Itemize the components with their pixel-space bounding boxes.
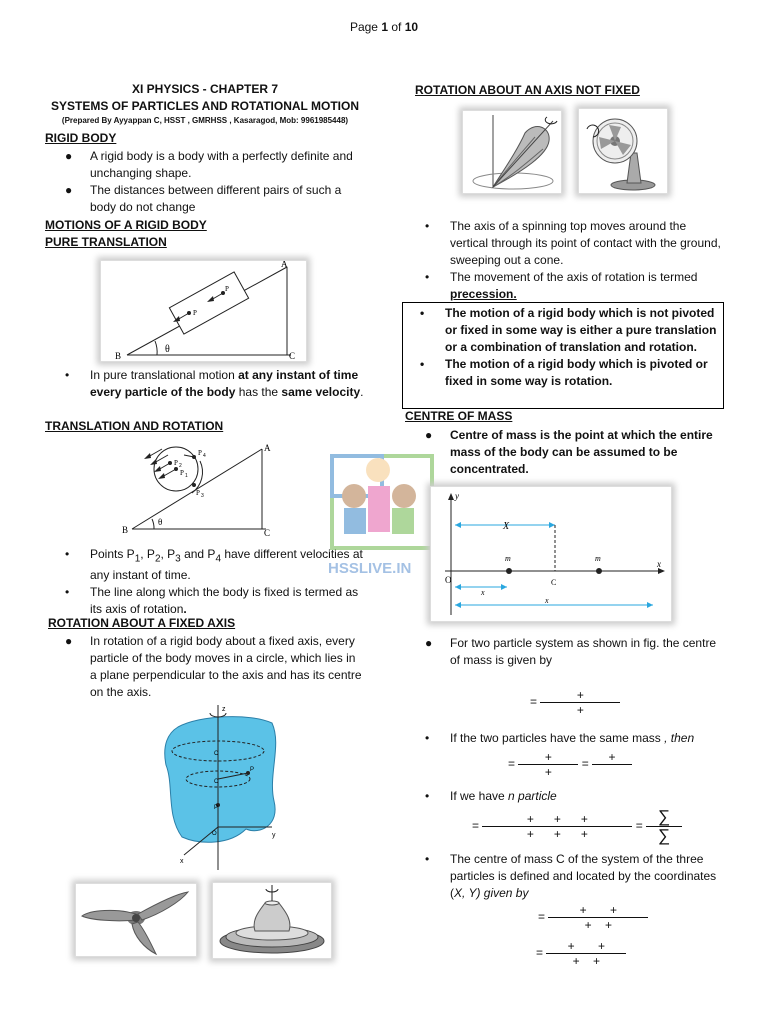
heading-motions: MOTIONS OF A RIGID BODY bbox=[45, 218, 207, 232]
svg-text:4: 4 bbox=[203, 453, 206, 459]
two-particle-list bbox=[405, 635, 725, 669]
list-item: • The axis of a spinning top moves around the vertical through its point of contact with the ground, sweeping out a cone. bbox=[425, 219, 721, 267]
label-b: B bbox=[115, 351, 122, 361]
label-p1: P bbox=[193, 309, 197, 317]
list-item: ● Centre of mass is the point at which the entire mass of the body can be assumed to be concentrated. bbox=[425, 428, 713, 476]
equation-x-coordinate: = $\frac{+ +}{+ +}$ bbox=[538, 903, 648, 932]
spinning-top-figure bbox=[462, 110, 562, 194]
svg-text:x: x bbox=[545, 596, 549, 605]
list-item: • If we have n particle bbox=[425, 789, 557, 803]
label-c: C bbox=[289, 351, 296, 361]
svg-text:O: O bbox=[445, 575, 452, 585]
svg-text:m: m bbox=[595, 554, 601, 563]
author-line: (Prepared By Ayyappan C, HSST , GMRHSS , Kasaragod, Mob: 9961985448) bbox=[61, 116, 349, 125]
svg-text:θ: θ bbox=[158, 517, 163, 527]
heading-translation-rotation: TRANSLATION AND ROTATION bbox=[45, 419, 224, 433]
svg-text:P: P bbox=[174, 459, 178, 467]
heading-pure-translation: PURE TRANSLATION bbox=[45, 235, 167, 249]
list-item: • The line along which the body is fixed is termed as its axis of rotation. bbox=[65, 585, 359, 617]
svg-text:y: y bbox=[455, 491, 459, 501]
list-item: • The movement of the axis of rotation is termed precession. bbox=[425, 270, 698, 301]
svg-text:B: B bbox=[122, 525, 129, 535]
svg-text:x: x bbox=[180, 858, 184, 865]
table-fan-figure bbox=[578, 108, 668, 194]
equation-n-particle: = $\frac{+ + +}{+ + +}$ = $\frac{\sum}{\sum}$ bbox=[472, 808, 682, 845]
key-points-box bbox=[402, 302, 724, 409]
ceiling-fan-figure bbox=[75, 883, 197, 957]
rigid-body-list bbox=[45, 148, 365, 216]
translation-rotation-list bbox=[45, 546, 365, 618]
list-item: ● The distances between different pairs of such a body do not change bbox=[65, 183, 342, 214]
list-item: • Points $P_1$, $P_2$, $P_3$ and $P_4$ have different velocities at any instant of time. bbox=[65, 547, 363, 583]
pure-translation-list bbox=[45, 367, 365, 401]
centre-of-mass-list bbox=[405, 427, 725, 478]
incline-block-figure bbox=[100, 260, 307, 362]
precession-list bbox=[405, 218, 725, 303]
svg-text:z: z bbox=[222, 706, 226, 713]
potters-wheel-figure bbox=[212, 882, 332, 959]
equation-two-particle: = $\frac{+}{+}$ bbox=[530, 688, 620, 717]
svg-text:P: P bbox=[180, 469, 184, 477]
label-p2: P bbox=[225, 285, 229, 293]
rotating-body-figure bbox=[160, 705, 290, 870]
svg-text:x: x bbox=[657, 559, 661, 569]
heading-centre-of-mass: CENTRE OF MASS bbox=[405, 409, 513, 423]
svg-text:P: P bbox=[196, 489, 200, 497]
heading-not-fixed: ROTATION ABOUT AN AXIS NOT FIXED bbox=[415, 83, 640, 97]
list-item: • The motion of a rigid body which is pivoted or fixed in some way is rotation. bbox=[420, 357, 708, 388]
doc-subtitle: SYSTEMS OF PARTICLES AND ROTATIONAL MOTION bbox=[51, 99, 359, 113]
svg-text:P: P bbox=[214, 805, 219, 811]
watermark-text: HSSLIVE.IN bbox=[328, 560, 412, 577]
centre-of-mass-figure bbox=[430, 486, 672, 622]
list-item: ● In rotation of a rigid body about a fixed axis, every particle of the body moves in a circle, which lies in a plane perpendicular to the axis and has its centre on the axis. bbox=[65, 634, 362, 699]
list-item: ● A rigid body is a body with a perfectly definite and unchanging shape. bbox=[65, 149, 353, 180]
list-item: • If the two particles have the same mass , then bbox=[425, 731, 695, 745]
equation-y-coordinate: = $\frac{+ +}{+ +}$ bbox=[536, 939, 626, 968]
list-item: • In pure translational motion at any instant of time every particle of the body has the same velocity. bbox=[65, 368, 364, 399]
svg-text:1: 1 bbox=[185, 473, 188, 479]
heading-fixed-axis: ROTATION ABOUT A FIXED AXIS bbox=[48, 616, 236, 630]
svg-text:3: 3 bbox=[201, 493, 204, 499]
svg-text:2: 2 bbox=[179, 463, 182, 469]
list-item: • The centre of mass C of the system of the three particles is defined and located by the coordinates (X, Y) given by bbox=[425, 852, 717, 900]
svg-text:O: O bbox=[212, 831, 217, 837]
heading-rigid-body: RIGID BODY bbox=[45, 131, 117, 145]
equation-same-mass: = $\frac{+}{+}$ = + bbox=[508, 750, 632, 779]
doc-title: XI PHYSICS - CHAPTER 7 bbox=[131, 82, 279, 96]
n-particle-list bbox=[405, 788, 725, 805]
page-number: Page 1 of 10 bbox=[349, 20, 419, 34]
list-item: ● For two particle system as shown in fig. the centre of mass is given by bbox=[425, 636, 717, 667]
label-theta: θ bbox=[165, 344, 170, 355]
svg-text:P: P bbox=[250, 767, 255, 773]
fixed-axis-list bbox=[45, 633, 365, 701]
svg-text:A: A bbox=[264, 443, 271, 453]
svg-text:X: X bbox=[503, 521, 510, 532]
same-mass-list bbox=[405, 730, 725, 747]
svg-text:C: C bbox=[214, 751, 219, 757]
list-item: • The motion of a rigid body which is not pivoted or fixed in some way is either a pure translation or a combination of translation and rotation. bbox=[420, 306, 717, 354]
svg-text:x: x bbox=[481, 588, 485, 597]
rolling-disc-figure bbox=[118, 437, 278, 537]
svg-text:m: m bbox=[505, 554, 511, 563]
svg-text:y: y bbox=[272, 832, 276, 839]
svg-text:C: C bbox=[551, 578, 557, 587]
svg-text:P: P bbox=[198, 449, 202, 457]
svg-text:C: C bbox=[264, 528, 271, 537]
svg-text:C: C bbox=[214, 779, 219, 785]
label-a: A bbox=[281, 261, 288, 269]
three-particle-list bbox=[405, 851, 725, 902]
